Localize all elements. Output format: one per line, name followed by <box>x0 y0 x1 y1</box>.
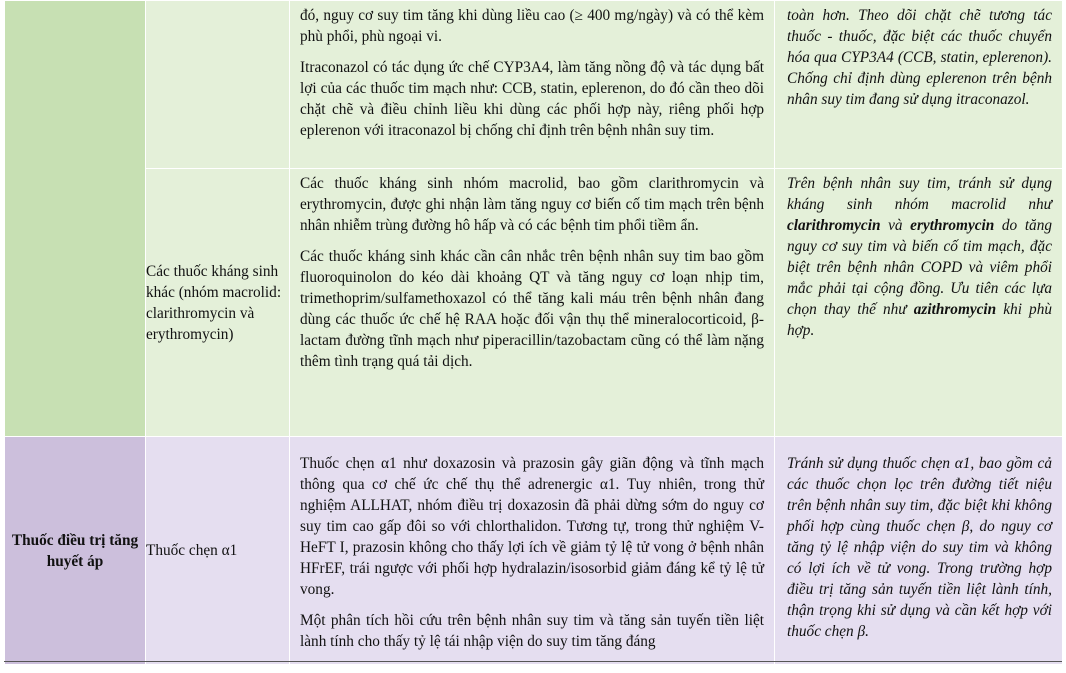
page-crop-line <box>4 661 1062 662</box>
subcategory-label: Các thuốc kháng sinh khác (nhóm macrolid: clarithromycin và erythromycin) <box>146 262 282 343</box>
table-row-itraconazol <box>5 1 1063 169</box>
group-cell-green <box>5 1 146 437</box>
subcategory-cell <box>146 169 290 437</box>
recommendation-text: toàn hơn. Theo dõi chặt chẽ tương tác thuốc - thuốc, đặc biệt các thuốc chuyển hóa qua CYP3A4 (CCB, statin, eplerenon). Chống chỉ định dùng eplerenon trên bệnh nhân suy tim đang sử dụng itraconazol. <box>787 7 1052 108</box>
recommendation-text: Trên bệnh nhân suy tim, tránh sử dụng kháng sinh nhóm macrolid như clarithromycin và erythromycin do tăng nguy cơ suy tim và biến cố tim mạch, đặc biệt trên bệnh nhân COPD và viêm phổi mắc phải tại cộng đồng. Ưu tiên các lựa chọn thay thế như azithromycin khi phù hợp. <box>787 175 1053 339</box>
description-paragraph: Các thuốc kháng sinh nhóm macrolid, bao gồm clarithromycin và erythromycin, được ghi nhận làm tăng nguy cơ biến cố tim mạch trên bệnh nhân nhiễm trùng đường hô hấp và có các bệnh tim phổi tiềm ẩn. <box>300 175 764 234</box>
description-paragraph: Một phân tích hồi cứu trên bệnh nhân suy tim và tăng sản tuyến tiền liệt lành tính cho thấy tỷ lệ tái nhập viện do suy tim tăng đáng <box>300 612 764 650</box>
group-cell <box>5 437 146 665</box>
recommendation-cell <box>775 1 1063 169</box>
description-cell <box>290 1 775 169</box>
table-row-macrolid <box>5 169 1063 437</box>
drug-name-bold: clarithromycin <box>787 217 881 234</box>
recommendation-text: Tránh sử dụng thuốc chẹn α1, bao gồm cả các thuốc chọn lọc trên đường tiết niệu trên bệnh nhân suy tim, đặc biệt khi không phối hợp cùng thuốc chẹn β, do nguy cơ tăng tỷ lệ nhập viện do suy tim và không có lợi ích về tử vong. Trong trường hợp điều trị tăng sản tuyến tiền liệt lành tính, thận trọng khi sử dụng và cần kết hợp với thuốc chẹn β. <box>787 455 1052 640</box>
drug-name-bold: erythromycin <box>910 217 995 234</box>
recommendation-cell <box>775 437 1063 665</box>
description-paragraph: đó, nguy cơ suy tim tăng khi dùng liều cao (≥ 400 mg/ngày) và có thể kèm phù phổi, phù ngoại vi. <box>300 7 764 45</box>
recommendation-cell <box>775 169 1063 437</box>
subcategory-cell-empty <box>146 1 290 169</box>
description-cell <box>290 437 775 665</box>
table-row-alpha1-blockers <box>5 437 1063 665</box>
subcategory-cell <box>146 437 290 665</box>
description-cell <box>290 169 775 437</box>
group-label: Thuốc điều trị tăng huyết áp <box>11 531 139 570</box>
description-paragraph: Thuốc chẹn α1 như doxazosin và prazosin gây giãn động và tĩnh mạch thông qua cơ chế ức chế thụ thể adrenergic α1. Tuy nhiên, trong thử nghiệm ALLHAT, nhóm điều trị doxazosin đã phải dừng sớm do nguy cơ suy tim cao gấp đôi so với chlorthalidon. Tương tự, trong thử nghiệm V-HeFT I, prazosin không cho thấy lợi ích về giảm tỷ lệ tử vong ở bệnh nhân HFrEF, trái ngược với phối hợp hydralazin/isosorbid giảm đáng kể tỷ lệ tử vong. <box>300 455 764 598</box>
drug-interaction-table <box>4 0 1063 665</box>
subcategory-label: Thuốc chẹn α1 <box>146 542 238 559</box>
description-paragraph: Itraconazol có tác dụng ức chế CYP3A4, làm tăng nồng độ và tác dụng bất lợi của các thuốc tim mạch như: CCB, statin, eplerenon, do đó cần theo dõi chặt chẽ và điều chỉnh liều khi dùng các phối hợp này, riêng phối hợp eplerenon với itraconazol bị chống chỉ định trên bệnh nhân suy tim. <box>300 59 764 139</box>
drug-name-bold: azithromycin <box>913 301 997 318</box>
description-paragraph: Các thuốc kháng sinh khác cần cân nhắc trên bệnh nhân suy tim bao gồm fluoroquinolon do kéo dài khoảng QT và tăng nguy cơ loạn nhịp tim, trimethoprim/sulfamethoxazol có thể tăng kali máu trên bệnh nhân đang dùng các thuốc ức chế hệ RAA hoặc đối vận thụ thể mineralocorticoid, β-lactam đường tĩnh mạch như piperacillin/tazobactam cũng có thể làm nặng thêm tình trạng quá tải dịch. <box>300 248 764 370</box>
